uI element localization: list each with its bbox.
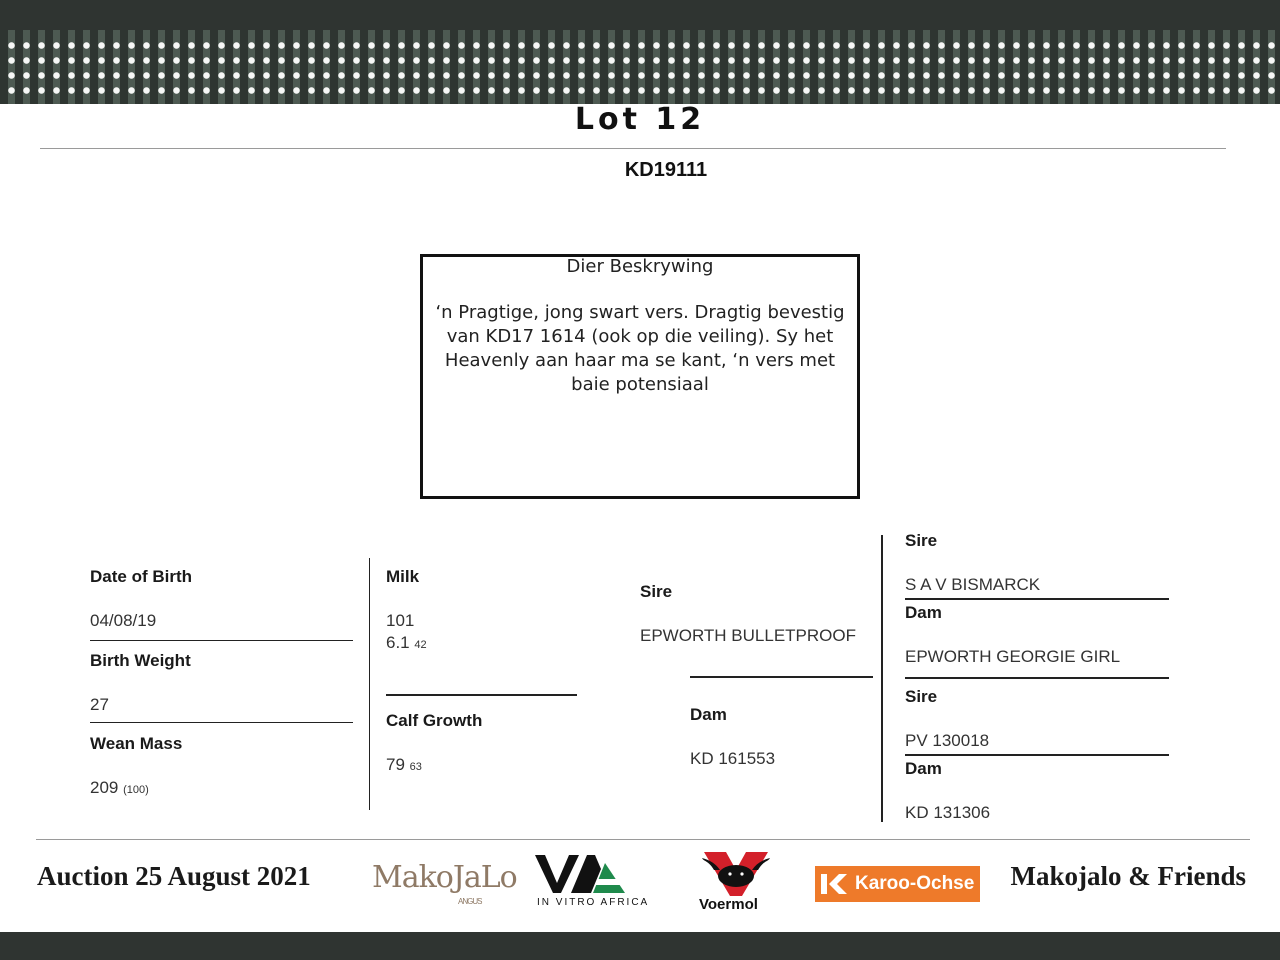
lot-title: Lot 12 [574, 102, 706, 137]
divider [386, 694, 577, 696]
voermol-logo [698, 852, 774, 914]
dam-sire-label: Sire [905, 687, 938, 706]
dam-sire-name: PV 130018 [905, 731, 990, 750]
dam-label: Dam [690, 705, 727, 724]
dam-dam-label: Dam [905, 759, 942, 778]
dob-label: Date of Birth [90, 567, 192, 586]
sire-dam-name: EPWORTH GEORGIE GIRL [905, 647, 1121, 666]
bull-head-icon [698, 852, 774, 896]
sire-dam-label: Dam [905, 603, 942, 622]
milk-label: Milk [386, 567, 420, 586]
description-body: ‘n Pragtige, jong swart vers. Dragtig bevestig van KD17 1614 (ook op die veiling). Sy het Heavenly aan haar ma se kant, ‘n vers met baie potensiaal [435, 302, 845, 395]
wean-mass-number: 209 [90, 778, 119, 797]
iva-mark-icon [535, 853, 627, 895]
wean-mass-label: Wean Mass [90, 734, 183, 753]
divider [90, 640, 353, 641]
makojalo-logo-sub: ANGUS [458, 897, 482, 906]
sire-name: EPWORTH BULLETPROOF [640, 626, 856, 645]
divider [905, 754, 1169, 756]
voermol-logo-text: Voermol [699, 896, 758, 913]
karoo-ochse-logo [815, 866, 980, 902]
wean-mass-index: (100) [123, 784, 149, 796]
makojalo-logo-text: MakoJaLo [372, 860, 517, 895]
description-box [420, 254, 860, 499]
divider [90, 722, 353, 723]
divider [905, 598, 1169, 600]
footer-divider [36, 839, 1250, 840]
makojalo-logo [372, 860, 517, 906]
milk-index: 42 [414, 639, 427, 651]
iva-logo-text: IN VITRO AFRICA [537, 897, 650, 908]
dam-name: KD 161553 [690, 749, 776, 768]
description-title: Dier Beskrywing [566, 256, 714, 277]
divider [690, 676, 873, 678]
column-divider [369, 558, 370, 810]
dob-value: 04/08/19 [90, 611, 157, 630]
karoo-k-icon [821, 874, 847, 894]
birth-weight-value: 27 [90, 695, 109, 714]
karoo-logo-text: Karoo-Ochse [855, 873, 975, 894]
milk-epd: 6.1 [386, 633, 410, 652]
birth-weight-label: Birth Weight [90, 651, 191, 670]
brand-name: Makojalo & Friends [1010, 861, 1246, 891]
bottom-decorative-band [0, 932, 1280, 960]
divider [905, 677, 1169, 679]
top-band-pattern [0, 34, 1280, 102]
top-decorative-band [0, 0, 1280, 104]
sire-label: Sire [640, 582, 673, 601]
milk-value-2 [386, 633, 427, 653]
milk-value: 101 [386, 611, 415, 630]
dam-dam-name: KD 131306 [905, 803, 991, 822]
sire-sire-name: S A V BISMARCK [905, 575, 1041, 594]
top-band-solid [0, 0, 1280, 30]
sire-sire-label: Sire [905, 531, 938, 550]
column-divider [881, 535, 883, 822]
wean-mass-value [90, 778, 149, 798]
calf-growth-label: Calf Growth [386, 711, 483, 730]
tag-id: KD19111 [624, 159, 708, 181]
calf-growth-number: 79 [386, 755, 405, 774]
in-vitro-africa-logo [535, 853, 650, 911]
auction-date: Auction 25 August 2021 [37, 861, 311, 891]
header-divider [40, 148, 1226, 149]
calf-growth-value [386, 755, 422, 775]
calf-growth-index: 63 [409, 761, 422, 773]
